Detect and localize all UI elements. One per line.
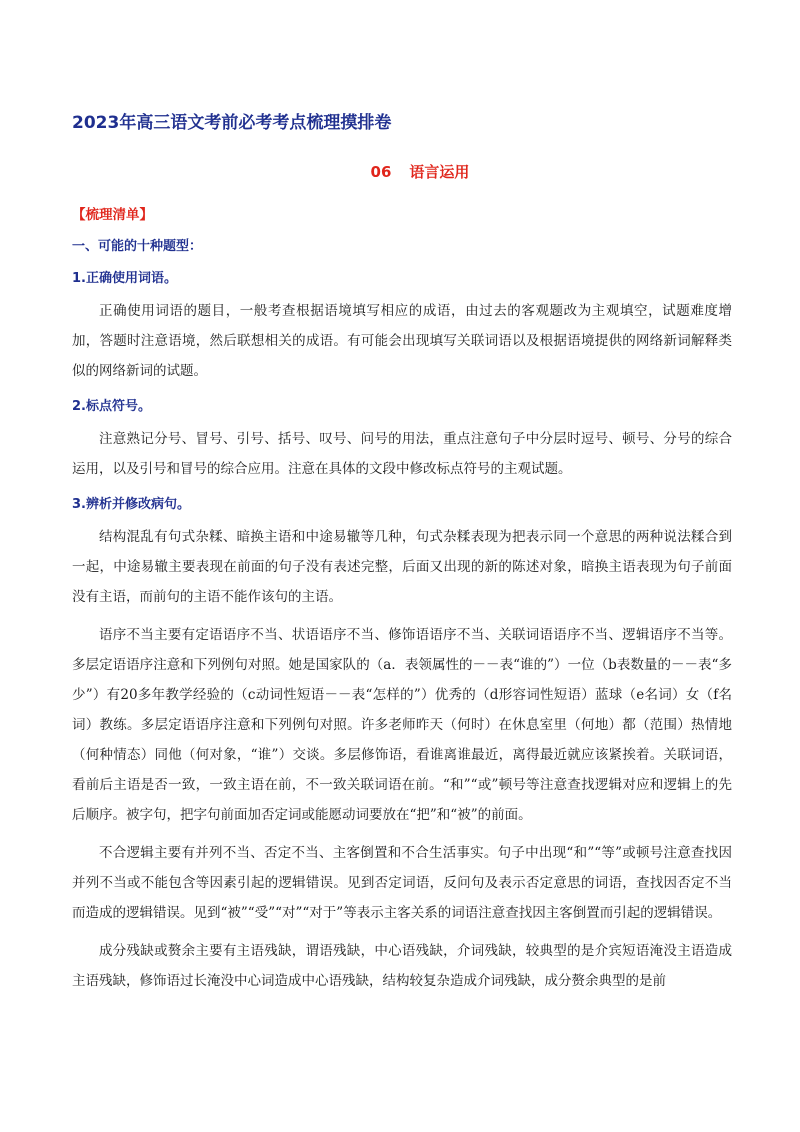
item3-paragraph-2: 语序不当主要有定语语序不当、状语语序不当、修饰语语序不当、关联词语语序不当、逻辑语序不当等。多层定语语序注意和下列例句对照。她是国家队的（a．表领属性的－－表“谁的”）一位（b表数量的－－表“多少”）有20多年教学经验的（c动词性短语－－表“怎样的”）优秀的（d形容词性短语）蓝球（e名词）女（f名词）教练。多层定语语序注意和下列例句对照。许多老师昨天（何时）在休息室里（何地）都（范围）热情地（何种情态）同他（何对象，“谁”）交谈。多层修饰语，看谁离谁最近，离得最近就应该紧挨着。关联词语，看前后主语是否一致，一致主语在前，不一致关联词语在前。“和”“或”顿号等注意查找逻辑对应和逻辑上的先后顺序。被字句，把字句前面加否定词或能愿动词要放在“把”和“被”的前面。 xyxy=(72,627,732,823)
document-body xyxy=(72,204,732,1004)
item1-heading: 1.正确使用词语。 xyxy=(72,271,177,286)
document-title: 2023年高三语文考前必考考点梳理摸排卷 xyxy=(72,113,392,133)
item3-paragraph-4: 成分残缺或赘余主要有主语残缺，谓语残缺，中心语残缺，介词残缺，较典型的是介宾短语淹没主语造成主语残缺，修饰语过长淹没中心词造成中心语残缺，结构较复杂造成介词残缺，成分赘余典型的是前 xyxy=(72,943,732,989)
item3-heading: 3.辨析并修改病句。 xyxy=(72,497,190,512)
item3-paragraph-3: 不合逻辑主要有并列不当、否定不当、主客倒置和不合生活事实。句子中出现“和”“等”或顿号注意查找因并列不当或不能包含等因素引起的逻辑错误。见到否定词语，反问句及表示否定意思的词语，查找因否定不当而造成的逻辑错误。见到“被”“受”“对”“对于”等表示主客关系的词语注意查找因主客倒置而引起的逻辑错误。 xyxy=(72,845,732,921)
item1-paragraph: 正确使用词语的题目，一般考查根据语境填写相应的成语，由过去的客观题改为主观填空，试题难度增加，答题时注意语境，然后联想相关的成语。有可能会出现填写关联词语以及根据语境提供的网络新词解释类似的网络新词的试题。 xyxy=(72,303,732,379)
chapter-number: 06 xyxy=(370,163,392,181)
item3-paragraph-1: 结构混乱有句式杂糅、暗换主语和中途易辙等几种，句式杂糅表现为把表示同一个意思的两种说法糅合到一起，中途易辙主要表现在前面的句子没有表述完整，后面又出现的新的陈述对象，暗换主语表现为句子前面没有主语，而前句的主语不能作该句的主语。 xyxy=(72,529,732,605)
item2-paragraph: 注意熟记分号、冒号、引号、括号、叹号、问号的用法，重点注意句子中分层时逗号、顿号、分号的综合运用，以及引号和冒号的综合应用。注意在具体的文段中修改标点符号的主观试题。 xyxy=(72,431,732,477)
section-label: 【梳理清单】 xyxy=(72,207,153,223)
chapter-subtitle xyxy=(0,161,800,182)
chapter-title: 语言运用 xyxy=(409,163,470,181)
main-heading: 一、可能的十种题型： xyxy=(72,239,203,254)
item2-heading: 2.标点符号。 xyxy=(72,399,151,414)
